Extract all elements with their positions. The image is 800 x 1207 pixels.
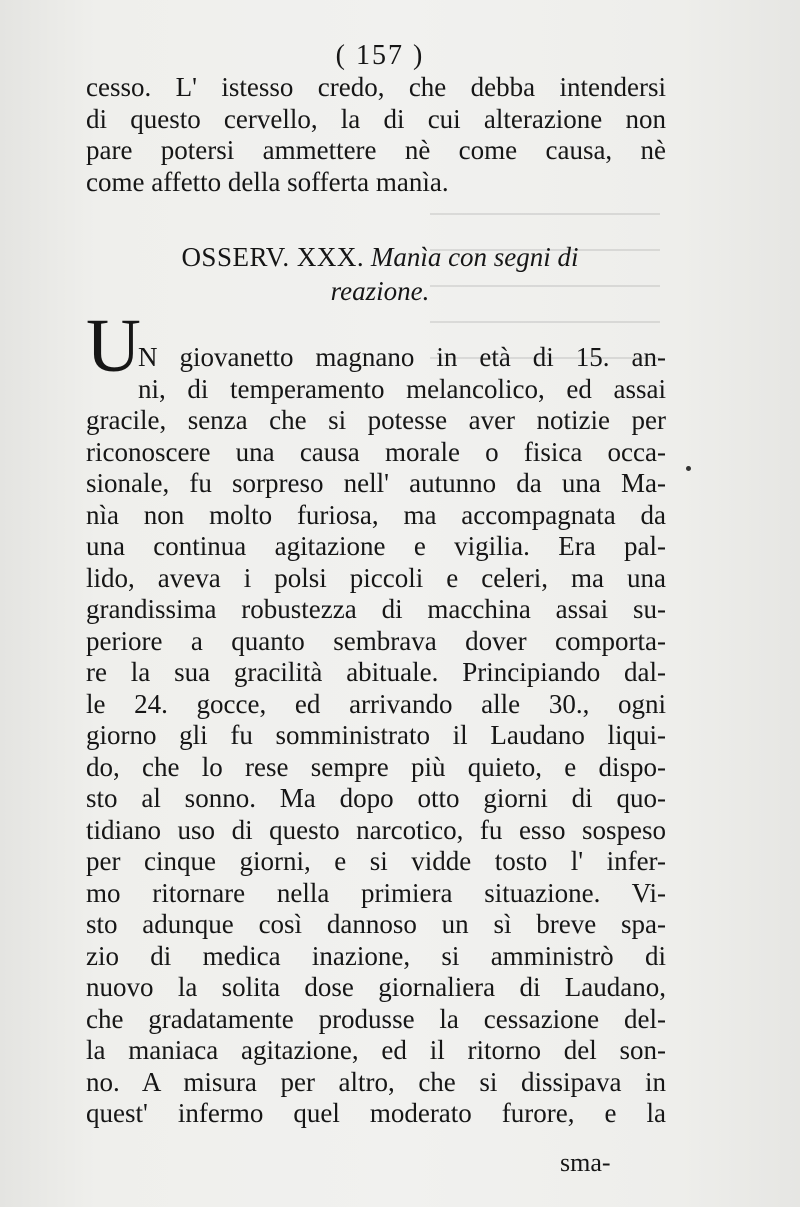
text-line: lido, aveva i polsi piccoli e celeri, ma una	[86, 562, 666, 593]
observation-body	[86, 304, 666, 1130]
text-line: periore a quanto sembrava dover comporta-	[86, 625, 666, 656]
text-line: nìa non molto furiosa, ma accompagnata da	[86, 499, 666, 530]
text-line: mo ritornare nella primiera situazione. Vi-	[86, 877, 666, 908]
text-line: come affetto della sofferta manìa.	[86, 166, 449, 197]
text-line: pare potersi ammettere nè come causa, nè	[86, 135, 666, 165]
text-line: grandissima robustezza di macchina assai su-	[86, 594, 666, 624]
text-line: do, che lo rese sempre più quieto, e dispo-	[86, 751, 666, 782]
text-line: N giovanetto magnano in età di 15. an-	[138, 342, 666, 372]
text-line: riconoscere una causa morale o fisica occa-	[86, 436, 666, 467]
text-line: quest' infermo quel moderato furore, e la	[86, 1098, 666, 1128]
text-line: cesso. L' istesso credo, che debba intendersi	[86, 72, 666, 102]
text-line: ni, di temperamento melancolico, ed assai	[138, 373, 666, 404]
text-line: che gradatamente produsse la cessazione del-	[86, 1003, 666, 1034]
text-line: zio di medica inazione, si amministrò di	[86, 940, 666, 971]
text-line: per cinque giorni, e si vidde tosto l' infer-	[86, 846, 666, 876]
observation-title-cont: reazione.	[330, 276, 430, 306]
catchword: sma-	[560, 1148, 611, 1177]
text-line: sto al sonno. Ma dopo otto giorni di quo-	[86, 783, 666, 813]
text-line: la maniaca agitazione, ed il ritorno del son-	[86, 1035, 666, 1065]
text-line: una continua agitazione e vigilia. Era pal-	[86, 531, 666, 561]
observation-title: Manìa con segni di	[370, 242, 579, 272]
page-number: ( 157 )	[335, 40, 425, 71]
text-line: nuovo la solita dose giornaliera di Laudano,	[86, 972, 666, 1002]
text-line: sto adunque così dannoso un sì breve spa-	[86, 909, 666, 939]
observation-heading	[130, 240, 630, 308]
text-line: no. A misura per altro, che si dissipava in	[86, 1066, 666, 1097]
text-line: giorno gli fu somministrato il Laudano liqui-	[86, 720, 666, 750]
text-line: tidiano uso di questo narcotico, fu esso sospeso	[86, 814, 666, 845]
text-line: le 24. gocce, ed arrivando alle 30., ogni	[86, 688, 666, 719]
drop-cap: U	[86, 304, 141, 388]
text-line: di questo cervello, la di cui alterazione non	[86, 103, 666, 134]
ink-speck	[686, 466, 691, 471]
observation-label: OSSERV. XXX.	[181, 242, 365, 272]
text-line: gracile, senza che si potesse aver notizie per	[86, 405, 666, 435]
paragraph-continuation	[86, 72, 666, 198]
text-line: re la sua gracilità abituale. Principiando dal-	[86, 657, 666, 687]
text-line: sionale, fu sorpreso nell' autunno da una Ma-	[86, 468, 666, 498]
